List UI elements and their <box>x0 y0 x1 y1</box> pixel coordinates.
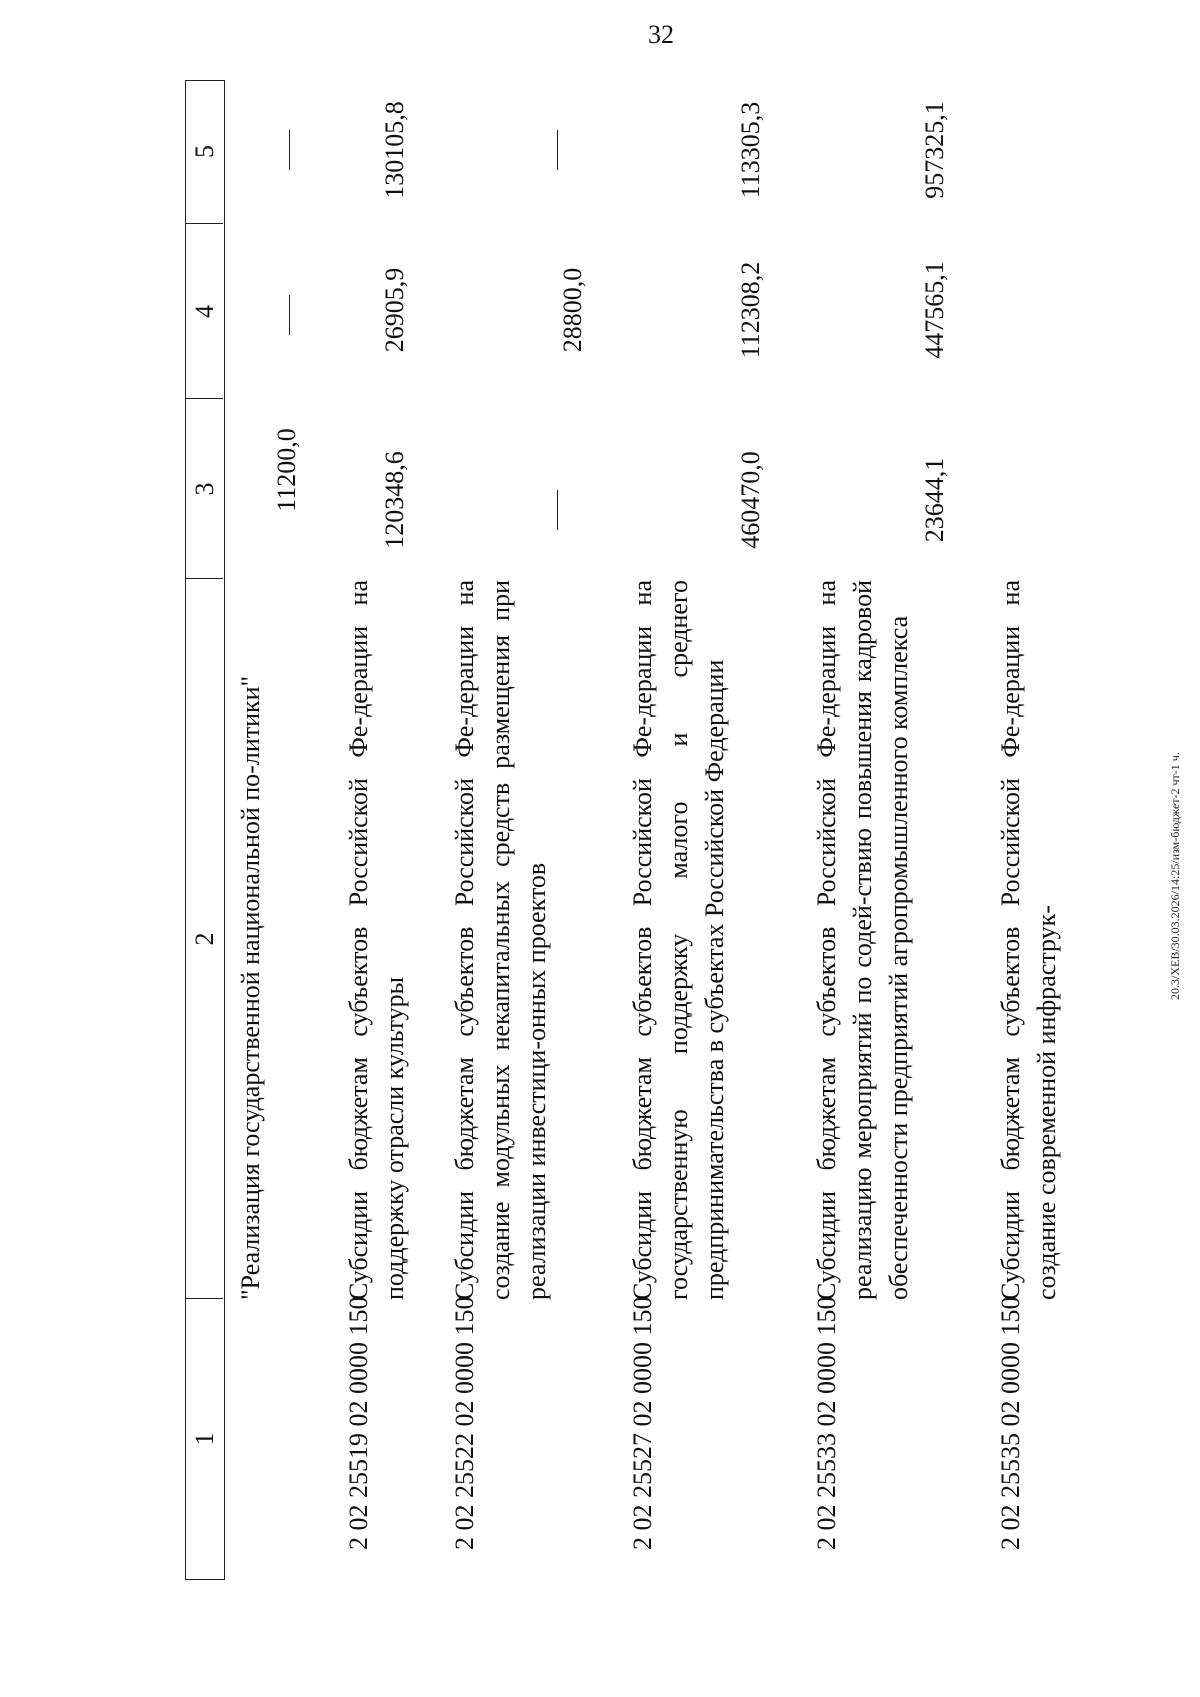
row-value-col-5 <box>289 130 290 170</box>
header-col-2: 2 <box>190 932 219 946</box>
row-code: 2 02 25533 02 0000 150 <box>812 1296 841 1550</box>
row-value-col-5: 113305,3 <box>736 101 765 199</box>
row-code: 2 02 25522 02 0000 150 <box>450 1296 479 1550</box>
header-col-3: 3 <box>190 482 219 496</box>
row-value-col-4: 26905,9 <box>380 267 409 353</box>
row-code: 2 02 25519 02 0000 150 <box>344 1296 373 1550</box>
table-header <box>185 80 225 1580</box>
page-number: 32 <box>648 20 674 49</box>
row-value-col-4: 112308,2 <box>736 261 765 359</box>
row-value-col-5: 957325,1 <box>920 101 949 199</box>
row-description: "Реализация государственной национальной по-литики" <box>236 675 265 1300</box>
row-value-col-5 <box>557 130 558 170</box>
row-value-col-4: 447565,1 <box>920 261 949 359</box>
row-description: Субсидии бюджетам субъектов Российской Фе-дерации на государственную поддержку малого и среднего предпринимательства в субъектах Российской Федерации <box>628 580 729 1300</box>
row-description: Субсидии бюджетам субъектов Российской Фе-дерации на поддержку отрасли культуры <box>344 580 409 1300</box>
row-value-col-3: 120348,6 <box>380 451 409 549</box>
row-value-col-3: 11200,0 <box>272 428 301 512</box>
row-description: Субсидии бюджетам субъектов Российской Фе-дерации на создание модульных некапитальных средств размещения при реализации инвестици-онных проектов <box>450 580 551 1300</box>
row-value-col-5: 130105,8 <box>380 101 409 199</box>
row-description: Субсидии бюджетам субъектов Российской Фе-дерации на создание современной инфраструк- <box>996 580 1061 1300</box>
header-col-5: 5 <box>190 145 219 158</box>
row-value-col-3: 23644,1 <box>920 457 949 543</box>
row-code: 2 02 25527 02 0000 150 <box>628 1296 657 1550</box>
header-col-4: 4 <box>190 305 219 318</box>
footer-stamp: 20.3/XEB/30.03.2026/14:25/изм-бюджет-2 чт-1 ч. <box>1168 752 1182 1000</box>
row-code: 2 02 25535 02 0000 150 <box>996 1296 1025 1550</box>
budget-table <box>185 80 1065 1580</box>
row-value-col-3 <box>557 490 558 530</box>
row-value-col-4 <box>289 295 290 335</box>
row-description: Субсидии бюджетам субъектов Российской Фе-дерации на реализацию мероприятий по содей-ствию повышения кадровой обеспеченности предприятий агропромышленного комплекса <box>812 580 913 1300</box>
header-col-1: 1 <box>190 1432 219 1446</box>
row-value-col-4: 28800,0 <box>558 267 587 353</box>
row-value-col-3: 460470,0 <box>736 451 765 549</box>
